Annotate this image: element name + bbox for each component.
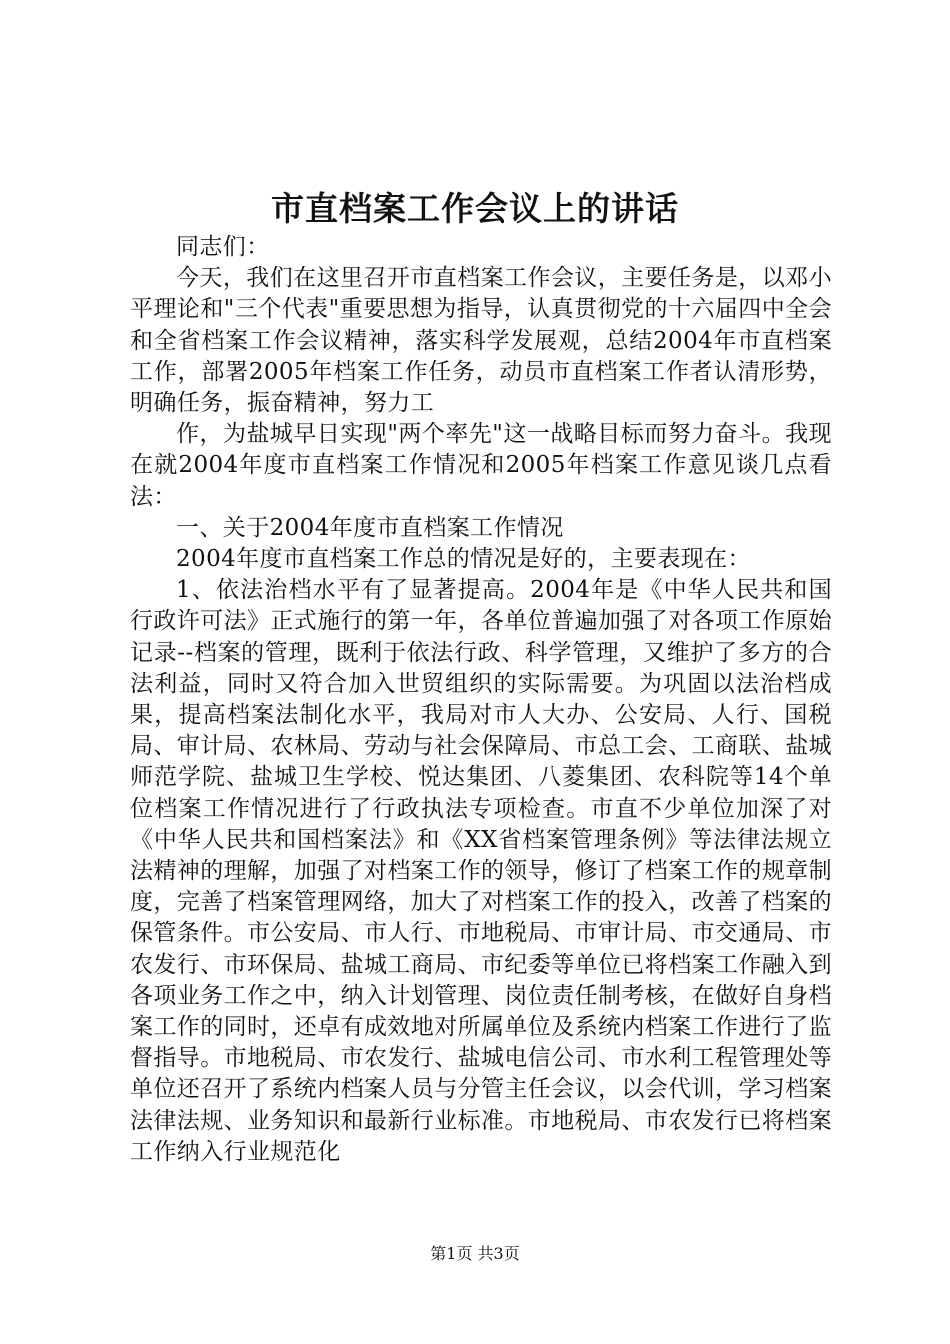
paragraph-overview: 2004年度市直档案工作总的情况是好的，主要表现在： (176, 546, 751, 573)
paragraph-item-one: 1、依法治档水平有了显著提高。2004年是《中华人民共和国行政许可法》正式施行的第一年，各单位普遍加强了对各项工作原始记录--档案的管理，既利于依法行政、科学管理，又维护了多方的合法利益，同时又符合加入世贸组织的实际需要。为巩固以法治档成果，提高档案法制化水平，我局对市人大办、公安局、人行、国税局、审计局、农林局、劳动与社会保障局、市总工会、工商联、盐城师范学院、盐城卫生学校、悦达集团、八菱集团、农科院等14个单位档案工作情况进行了行政执法专项检查。市直不少单位加深了对《中华人民共和国档案法》和《XX省档案管理条例》等法律法规立法精神的理解，加强了对档案工作的领导，修订了档案工作的规章制度，完善了档案管理网络，加大了对档案工作的投入，改善了档案的保管条件。市公安局、市人行、市地税局、市审计局、市交通局、市农发行、市环保局、盐城工商局、市纪委等单位已将档案工作融入到各项业务工作之中，纳入计划管理、岗位责任制考核，在做好自身档案工作的同时，还卓有成效地对所属单位及系统内档案工作进行了监督指导。市地税局、市农发行、盐城电信公司、市水利工程管理处等单位还召开了系统内档案人员与分管主任会议，以会代训，学习档案法律法规、业务知识和最新行业标准。市地税局、市农发行已将档案工作纳入行业规范化 (130, 577, 832, 1165)
paragraph-salutation: 同志们： (176, 234, 270, 260)
document-title: 市直档案工作会议上的讲话 (271, 189, 679, 228)
paragraph-opening-continued: 作，为盐城早日实现"两个率先"这一战略目标而努力奋斗。我现在就2004年度市直档案工作情况和2005年档案工作意见谈几点看法： (130, 421, 832, 510)
document-body (130, 232, 832, 1168)
section-heading-one: 一、关于2004年度市直档案工作情况 (176, 514, 564, 541)
paragraph-opening: 今天，我们在这里召开市直档案工作会议，主要任务是，以邓小平理论和"三个代表"重要思想为指导，认真贯彻党的十六届四中全会和全省档案工作会议精神，落实科学发展观，总结2004年市直档案工作，部署2005年档案工作任务，动员市直档案工作者认清形势，明确任务，振奋精神，努力工 (130, 265, 832, 417)
page-indicator: 第1页 共3页 (430, 1244, 520, 1263)
